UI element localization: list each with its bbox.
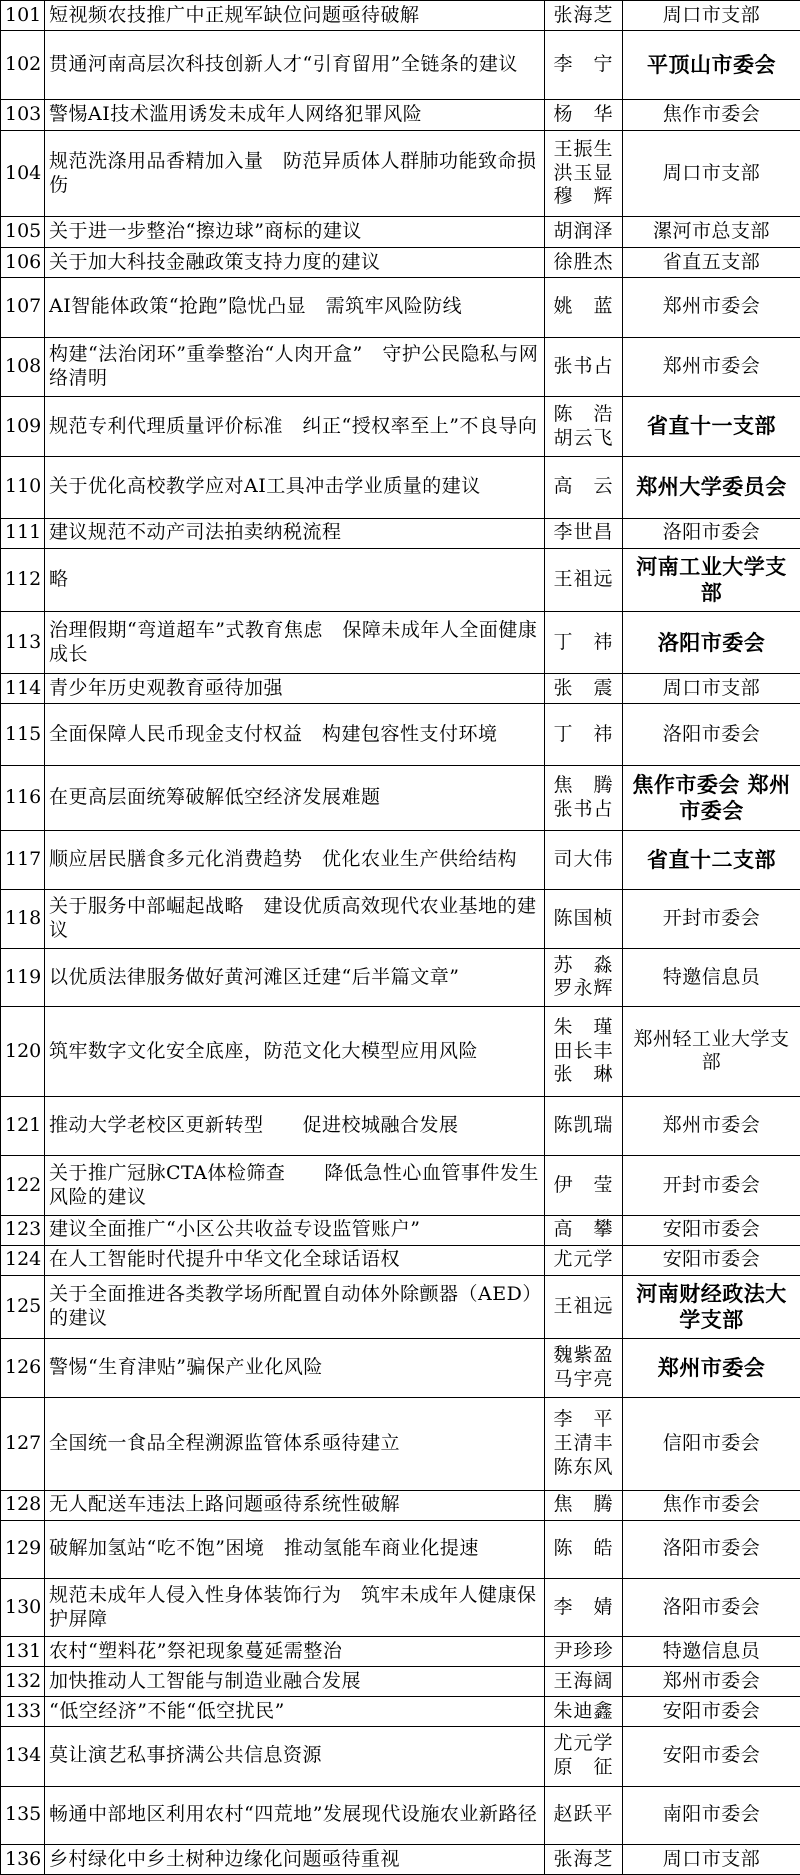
proposer-name: 高 云: [553, 475, 614, 498]
table-row: [1, 1786, 800, 1844]
table-row: [1, 1579, 800, 1637]
proposer-name: 苏 淼: [553, 953, 614, 976]
proposer-name: 张海芝: [553, 3, 614, 26]
row-number: 134: [1, 1726, 45, 1786]
proposer-name: 高 攀: [553, 1218, 614, 1241]
proposer-cell: [545, 1245, 623, 1275]
proposer-name: 王祖远: [553, 568, 614, 591]
proposal-title: 规范洗涤用品香精加入量 防范异质体人群肺功能致命损伤: [45, 130, 545, 216]
row-number: 136: [1, 1844, 45, 1874]
row-number: 107: [1, 277, 45, 337]
table-row: [1, 518, 800, 548]
proposer-cell: [545, 1275, 623, 1339]
row-number: 128: [1, 1490, 45, 1520]
row-number: 129: [1, 1520, 45, 1578]
proposer-name: 司大伟: [553, 848, 614, 871]
submitting-unit: 郑州市委会: [623, 1339, 800, 1397]
proposal-title: 关于加大科技金融政策支持力度的建议: [45, 248, 545, 278]
proposal-title: 青少年历史观教育亟待加强: [45, 674, 545, 704]
table-row: [1, 1490, 800, 1520]
proposer-cell: [545, 548, 623, 612]
proposer-name: 徐胜杰: [553, 250, 614, 273]
submitting-unit: 周口市支部: [623, 130, 800, 216]
row-number: 105: [1, 217, 45, 248]
row-number: 124: [1, 1245, 45, 1275]
proposer-cell: [545, 130, 623, 216]
proposal-title: AI智能体政策“抢跑”隐忧凸显 需筑牢风险防线: [45, 277, 545, 337]
proposer-name: 张海芝: [553, 1847, 614, 1870]
proposer-cell: [545, 1667, 623, 1697]
submitting-unit: 开封市委会: [623, 890, 800, 948]
submitting-unit: 信阳市委会: [623, 1397, 800, 1490]
proposal-title: 关于推广冠脉CTA体检筛查 降低急性心血管事件发生风险的建议: [45, 1156, 545, 1216]
proposer-cell: [545, 1215, 623, 1245]
table-row: [1, 1156, 800, 1216]
proposal-title: 警惕“生育津贴”骗保产业化风险: [45, 1339, 545, 1397]
submitting-unit: 周口市支部: [623, 1844, 800, 1874]
submitting-unit: 平顶山市委会: [623, 30, 800, 99]
table-row: [1, 674, 800, 704]
proposal-title: 警惕AI技术滥用诱发未成年人网络犯罪风险: [45, 99, 545, 130]
table-row: [1, 830, 800, 890]
proposal-title: 加快推动人工智能与制造业融合发展: [45, 1667, 545, 1697]
row-number: 116: [1, 766, 45, 830]
submitting-unit: 焦作市委会 郑州市委会: [623, 766, 800, 830]
table-row: [1, 337, 800, 397]
proposer-name: 胡润泽: [553, 220, 614, 243]
table-row: [1, 1007, 800, 1096]
proposer-name: 焦 腾: [553, 774, 614, 797]
submitting-unit: 洛阳市委会: [623, 518, 800, 548]
proposal-title: 在人工智能时代提升中华文化全球话语权: [45, 1245, 545, 1275]
proposer-cell: [545, 1697, 623, 1727]
submitting-unit: 周口市支部: [623, 1, 800, 31]
submitting-unit: 洛阳市委会: [623, 1579, 800, 1637]
proposer-cell: [545, 337, 623, 397]
proposer-name: 焦 腾: [553, 1493, 614, 1516]
row-number: 101: [1, 1, 45, 31]
row-number: 133: [1, 1697, 45, 1727]
proposer-cell: [545, 948, 623, 1006]
table-row: [1, 704, 800, 766]
table-row: [1, 277, 800, 337]
proposal-title: 略: [45, 548, 545, 612]
proposal-table-body: [1, 1, 800, 1875]
proposer-name: 胡云飞: [553, 426, 614, 449]
proposal-title: 无人配送车违法上路问题亟待系统性破解: [45, 1490, 545, 1520]
table-row: [1, 612, 800, 674]
proposer-cell: [545, 1844, 623, 1874]
proposal-title: 顺应居民膳食多元化消费趋势 优化农业生产供给结构: [45, 830, 545, 890]
row-number: 135: [1, 1786, 45, 1844]
proposer-cell: [545, 1007, 623, 1096]
row-number: 132: [1, 1667, 45, 1697]
proposer-cell: [545, 277, 623, 337]
proposer-cell: [545, 1, 623, 31]
submitting-unit: 郑州市委会: [623, 1096, 800, 1156]
proposal-title: 构建“法治闭环”重拳整治“人肉开盒” 守护公民隐私与网络清明: [45, 337, 545, 397]
row-number: 122: [1, 1156, 45, 1216]
submitting-unit: 周口市支部: [623, 674, 800, 704]
proposer-cell: [545, 830, 623, 890]
table-row: [1, 1275, 800, 1339]
row-number: 130: [1, 1579, 45, 1637]
proposal-title: 关于服务中部崛起战略 建设优质高效现代农业基地的建议: [45, 890, 545, 948]
proposer-name: 魏紫盈: [553, 1344, 614, 1367]
proposer-name: 罗永辉: [553, 977, 614, 1000]
row-number: 115: [1, 704, 45, 766]
proposal-title: 治理假期“弯道超车”式教育焦虑 保障未成年人全面健康成长: [45, 612, 545, 674]
proposer-cell: [545, 1096, 623, 1156]
table-row: [1, 1697, 800, 1727]
proposal-title: 关于进一步整治“擦边球”商标的建议: [45, 217, 545, 248]
proposer-name: 洪玉显: [553, 161, 614, 184]
proposer-name: 尹珍珍: [553, 1639, 614, 1662]
proposer-name: 王振生: [553, 137, 614, 160]
table-row: [1, 217, 800, 248]
proposer-cell: [545, 766, 623, 830]
proposal-title: 关于全面推进各类教学场所配置自动体外除颤器（AED）的建议: [45, 1275, 545, 1339]
table-row: [1, 766, 800, 830]
proposer-name: 李世昌: [553, 521, 614, 544]
submitting-unit: 特邀信息员: [623, 1637, 800, 1667]
row-number: 104: [1, 130, 45, 216]
table-row: [1, 1339, 800, 1397]
submitting-unit: 郑州市委会: [623, 1667, 800, 1697]
table-row: [1, 1215, 800, 1245]
proposer-name: 李 平: [553, 1408, 614, 1431]
submitting-unit: 郑州大学委员会: [623, 456, 800, 518]
row-number: 114: [1, 674, 45, 704]
table-row: [1, 548, 800, 612]
proposal-title: 推动大学老校区更新转型 促进校城融合发展: [45, 1096, 545, 1156]
proposer-name: 穆 辉: [553, 185, 614, 208]
submitting-unit: 洛阳市委会: [623, 704, 800, 766]
proposal-title: 以优质法律服务做好黄河滩区迁建“后半篇文章”: [45, 948, 545, 1006]
proposer-cell: [545, 456, 623, 518]
table-row: [1, 1, 800, 31]
proposer-name: 伊 莹: [553, 1173, 614, 1196]
submitting-unit: 郑州市委会: [623, 277, 800, 337]
proposer-name: 李 宁: [553, 53, 614, 76]
proposer-cell: [545, 217, 623, 248]
proposer-name: 陈 浩: [553, 402, 614, 425]
proposal-title: 农村“塑料花”祭祀现象蔓延需整治: [45, 1637, 545, 1667]
proposer-name: 杨 华: [553, 103, 614, 126]
submitting-unit: 洛阳市委会: [623, 612, 800, 674]
proposal-title: 筑牢数字文化安全底座，防范文化大模型应用风险: [45, 1007, 545, 1096]
row-number: 120: [1, 1007, 45, 1096]
row-number: 125: [1, 1275, 45, 1339]
row-number: 119: [1, 948, 45, 1006]
proposal-title: 建议全面推广“小区公共收益专设监管账户”: [45, 1215, 545, 1245]
proposer-name: 王清丰: [553, 1431, 614, 1454]
proposer-cell: [545, 99, 623, 130]
proposer-name: 朱迪鑫: [553, 1699, 614, 1722]
proposer-cell: [545, 1490, 623, 1520]
proposer-name: 张书占: [553, 797, 614, 820]
proposal-title: 在更高层面统筹破解低空经济发展难题: [45, 766, 545, 830]
row-number: 108: [1, 337, 45, 397]
proposal-title: 畅通中部地区利用农村“四荒地”发展现代设施农业新路径: [45, 1786, 545, 1844]
table-row: [1, 1667, 800, 1697]
proposer-cell: [545, 248, 623, 278]
proposer-name: 田长丰: [553, 1039, 614, 1062]
table-row: [1, 948, 800, 1006]
proposal-title: 全国统一食品全程溯源监管体系亟待建立: [45, 1397, 545, 1490]
row-number: 110: [1, 456, 45, 518]
proposal-title: “低空经济”不能“低空扰民”: [45, 1697, 545, 1727]
proposal-title: 规范未成年人侵入性身体装饰行为 筑牢未成年人健康保护屏障: [45, 1579, 545, 1637]
submitting-unit: 特邀信息员: [623, 948, 800, 1006]
submitting-unit: 漯河市总支部: [623, 217, 800, 248]
proposal-title: 规范专利代理质量评价标准 纠正“授权率至上”不良导向: [45, 397, 545, 457]
proposer-name: 李 婧: [553, 1595, 614, 1618]
submitting-unit: 安阳市委会: [623, 1215, 800, 1245]
proposer-name: 王祖远: [553, 1295, 614, 1318]
row-number: 113: [1, 612, 45, 674]
table-row: [1, 1637, 800, 1667]
submitting-unit: 省直十一支部: [623, 397, 800, 457]
submitting-unit: 南阳市委会: [623, 1786, 800, 1844]
row-number: 131: [1, 1637, 45, 1667]
proposer-name: 赵跃平: [553, 1803, 614, 1826]
proposer-name: 原 征: [553, 1756, 614, 1779]
proposal-title: 莫让演艺私事挤满公共信息资源: [45, 1726, 545, 1786]
proposer-cell: [545, 518, 623, 548]
row-number: 127: [1, 1397, 45, 1490]
submitting-unit: 安阳市委会: [623, 1697, 800, 1727]
proposer-name: 朱 瑾: [553, 1015, 614, 1038]
proposer-cell: [545, 1156, 623, 1216]
submitting-unit: 安阳市委会: [623, 1245, 800, 1275]
submitting-unit: 焦作市委会: [623, 99, 800, 130]
proposer-cell: [545, 1786, 623, 1844]
proposer-cell: [545, 1726, 623, 1786]
proposal-title: 全面保障人民币现金支付权益 构建包容性支付环境: [45, 704, 545, 766]
row-number: 118: [1, 890, 45, 948]
proposer-cell: [545, 1579, 623, 1637]
table-row: [1, 130, 800, 216]
proposer-cell: [545, 397, 623, 457]
table-row: [1, 1397, 800, 1490]
submitting-unit: 河南工业大学支部: [623, 548, 800, 612]
proposer-name: 陈东风: [553, 1455, 614, 1478]
proposer-name: 陈国桢: [553, 907, 614, 930]
row-number: 117: [1, 830, 45, 890]
table-row: [1, 1520, 800, 1578]
table-row: [1, 456, 800, 518]
submitting-unit: 省直十二支部: [623, 830, 800, 890]
table-row: [1, 890, 800, 948]
table-row: [1, 30, 800, 99]
proposer-name: 陈 皓: [553, 1537, 614, 1560]
proposal-title: 乡村绿化中乡土树种边缘化问题亟待重视: [45, 1844, 545, 1874]
submitting-unit: 郑州市委会: [623, 337, 800, 397]
row-number: 112: [1, 548, 45, 612]
proposal-title: 建议规范不动产司法拍卖纳税流程: [45, 518, 545, 548]
proposer-cell: [545, 704, 623, 766]
proposer-name: 尤元学: [553, 1248, 614, 1271]
proposer-name: 丁 祎: [553, 631, 614, 654]
proposer-cell: [545, 674, 623, 704]
proposer-name: 丁 祎: [553, 722, 614, 745]
proposal-title: 关于优化高校教学应对AI工具冲击学业质量的建议: [45, 456, 545, 518]
proposer-cell: [545, 1339, 623, 1397]
proposer-cell: [545, 30, 623, 99]
row-number: 109: [1, 397, 45, 457]
submitting-unit: 河南财经政法大学支部: [623, 1275, 800, 1339]
table-row: [1, 248, 800, 278]
row-number: 111: [1, 518, 45, 548]
submitting-unit: 焦作市委会: [623, 1490, 800, 1520]
proposer-name: 王海阔: [553, 1669, 614, 1692]
proposer-name: 陈凯瑞: [553, 1114, 614, 1137]
proposal-title: 贯通河南高层次科技创新人才“引育留用”全链条的建议: [45, 30, 545, 99]
proposer-name: 尤元学: [553, 1732, 614, 1755]
table-row: [1, 1096, 800, 1156]
table-row: [1, 99, 800, 130]
submitting-unit: 安阳市委会: [623, 1726, 800, 1786]
proposer-name: 张书占: [553, 355, 614, 378]
proposer-name: 姚 蓝: [553, 295, 614, 318]
table-row: [1, 1245, 800, 1275]
proposer-cell: [545, 1397, 623, 1490]
row-number: 126: [1, 1339, 45, 1397]
proposal-title: 短视频农技推广中正规军缺位问题亟待破解: [45, 1, 545, 31]
proposer-cell: [545, 612, 623, 674]
submitting-unit: 郑州轻工业大学支部: [623, 1007, 800, 1096]
row-number: 123: [1, 1215, 45, 1245]
submitting-unit: 洛阳市委会: [623, 1520, 800, 1578]
table-row: [1, 1726, 800, 1786]
table-row: [1, 397, 800, 457]
row-number: 102: [1, 30, 45, 99]
submitting-unit: 开封市委会: [623, 1156, 800, 1216]
proposer-cell: [545, 1520, 623, 1578]
proposer-cell: [545, 1637, 623, 1667]
row-number: 106: [1, 248, 45, 278]
proposer-name: 张 震: [553, 677, 614, 699]
row-number: 103: [1, 99, 45, 130]
table-row: [1, 1844, 800, 1874]
row-number: 121: [1, 1096, 45, 1156]
proposer-name: 马宇亮: [553, 1368, 614, 1391]
proposer-name: 张 琳: [553, 1063, 614, 1086]
proposer-cell: [545, 890, 623, 948]
proposal-title: 破解加氢站“吃不饱”困境 推动氢能车商业化提速: [45, 1520, 545, 1578]
submitting-unit: 省直五支部: [623, 248, 800, 278]
